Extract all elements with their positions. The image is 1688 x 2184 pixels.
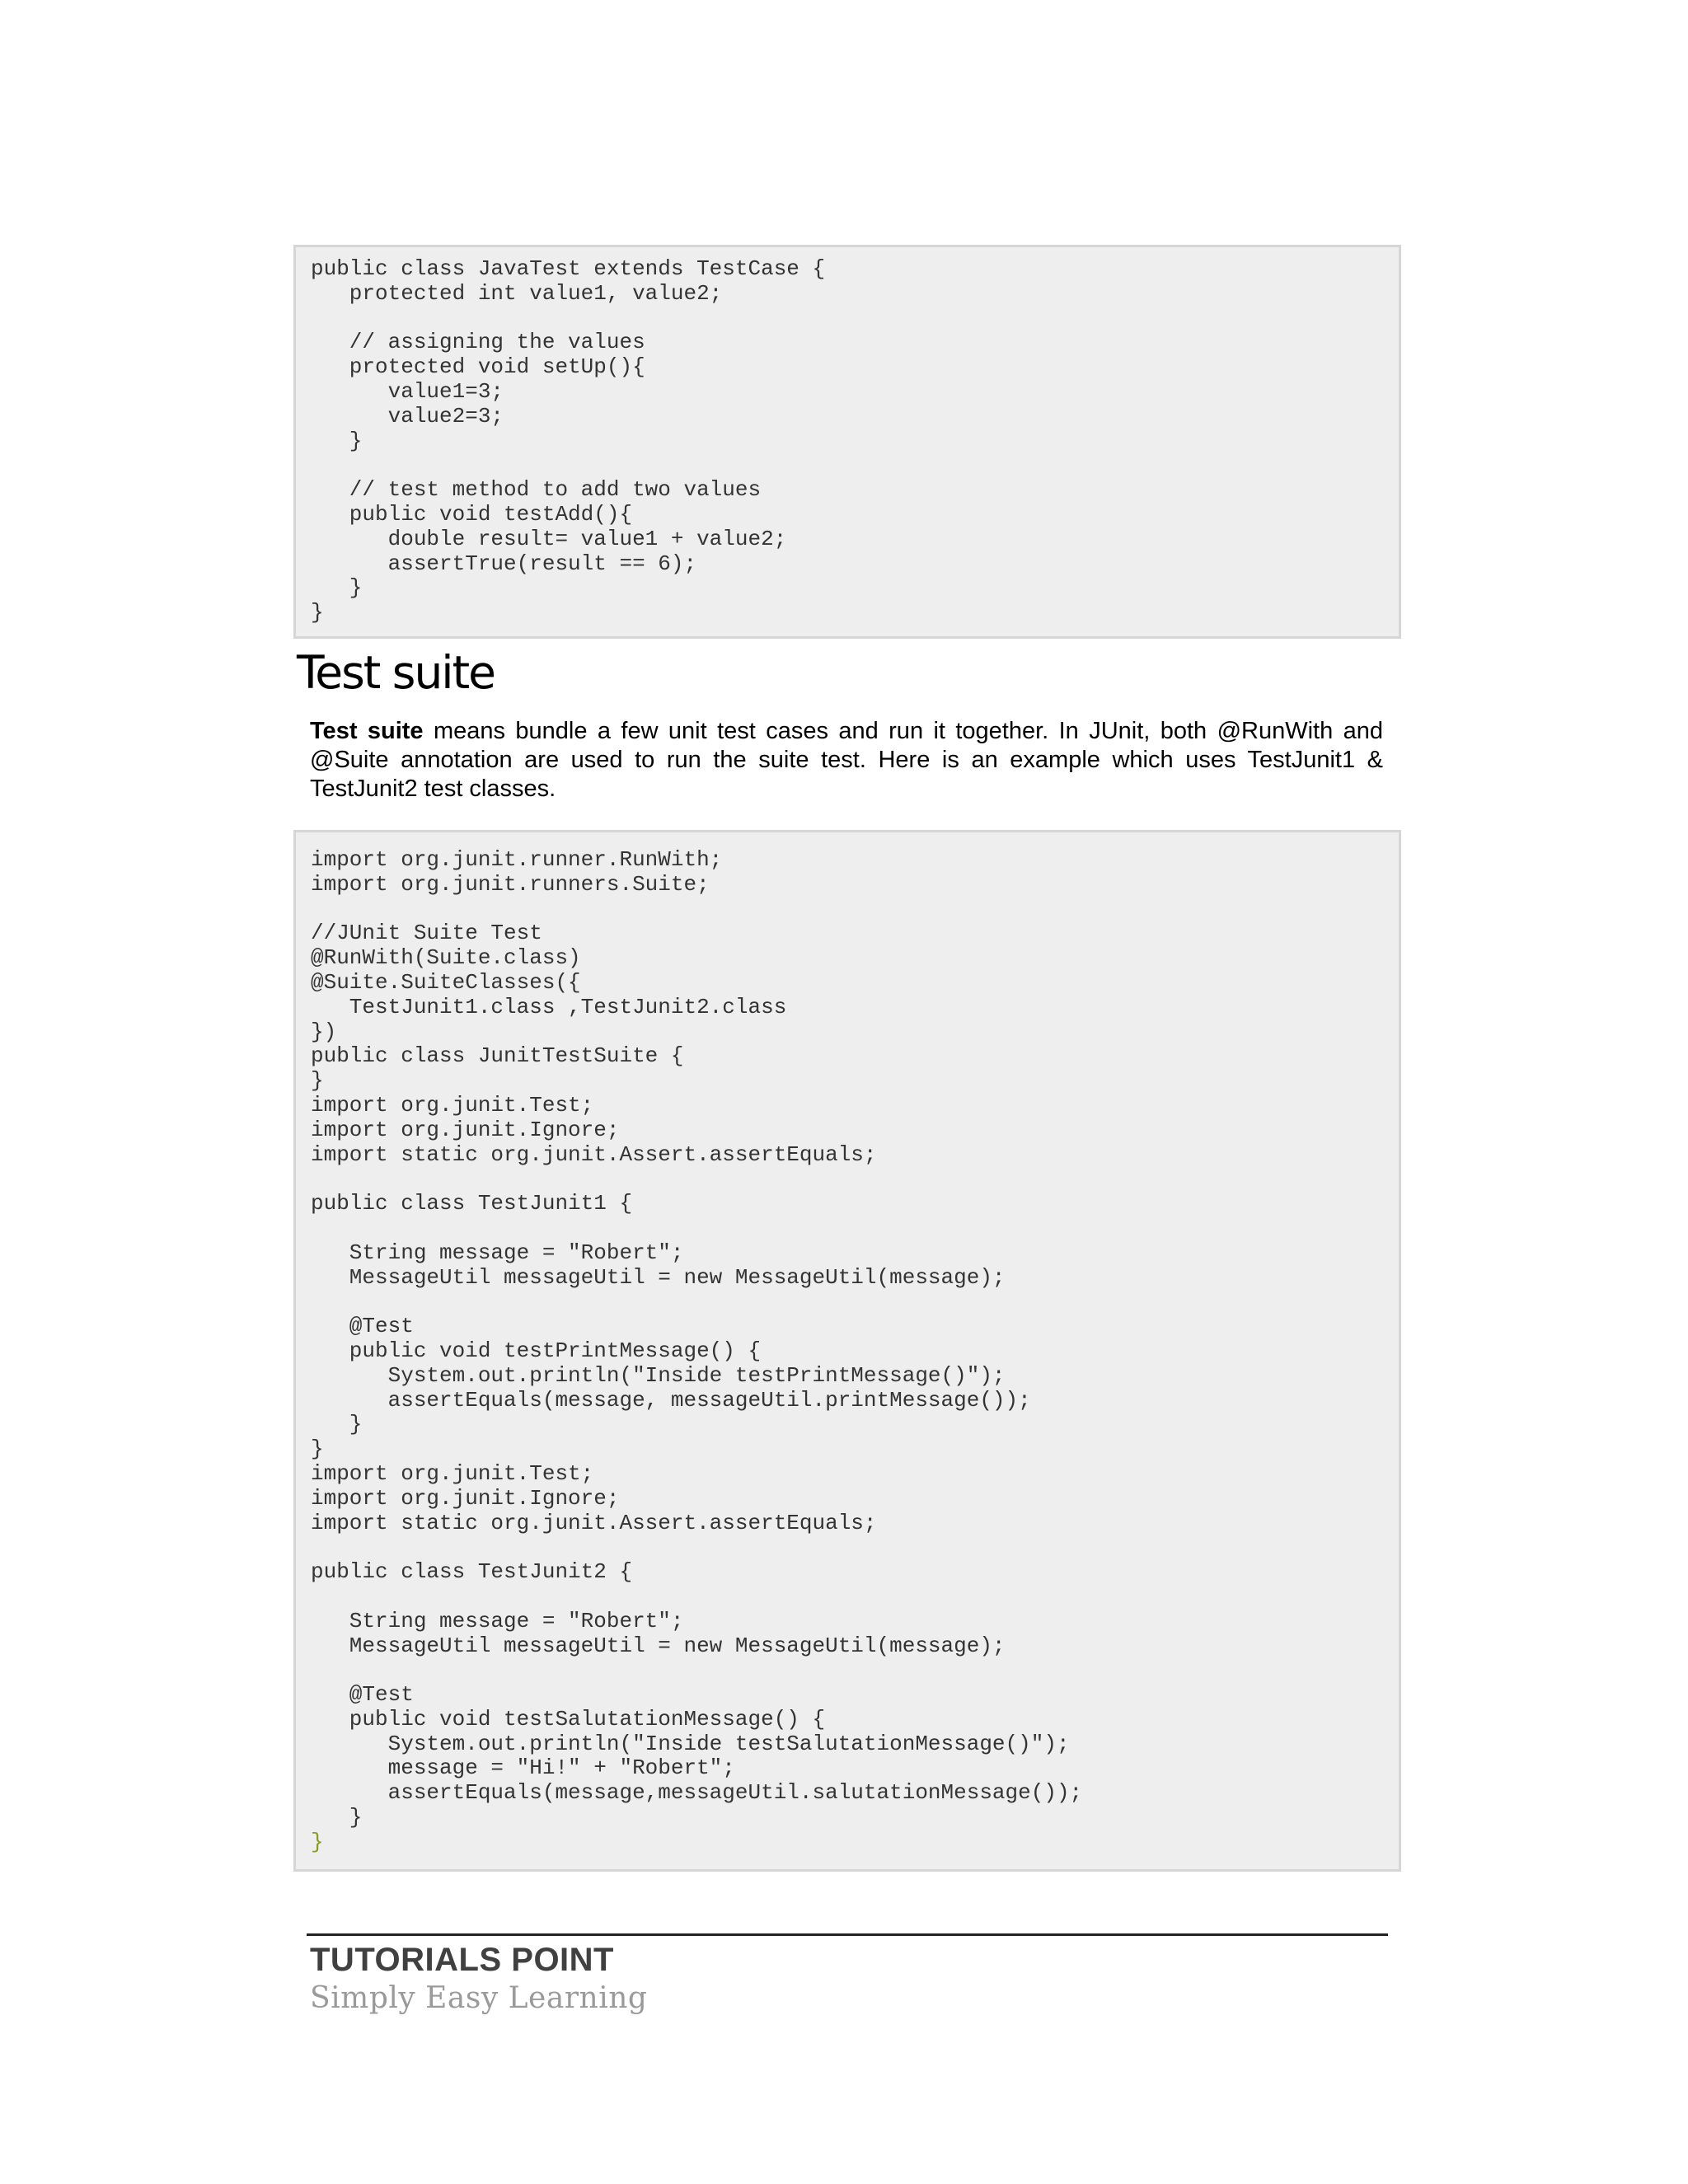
code-line: public class TestJunit2 {: [311, 1559, 633, 1585]
code-line: public void testAdd(){: [311, 501, 633, 527]
code-line: }: [311, 1068, 324, 1094]
section-title: Test suite: [297, 646, 495, 699]
code-line: import org.junit.runners.Suite;: [311, 871, 710, 897]
code-line: import org.junit.Test;: [311, 1460, 594, 1486]
code-line: [311, 1216, 1399, 1241]
code-line: [311, 1535, 1399, 1560]
code-line: [311, 1290, 1399, 1315]
code-line: }: [311, 428, 363, 453]
footer-tagline: Simply Easy Learning: [310, 1981, 648, 2015]
code-line: message = "Hi!" + "Robert";: [311, 1755, 735, 1781]
code-line: [311, 1658, 1399, 1683]
code-line: // assigning the values: [311, 330, 645, 355]
code-line: double result= value1 + value2;: [311, 526, 787, 551]
intro-text: means bundle a few unit test cases and run it together. In JUnit, both @RunWith and @Suite annotation are used to run the suite test. Here is an example which uses TestJunit1 & TestJunit2 test classes.: [310, 718, 1383, 802]
code-line: String message = "Robert";: [311, 1240, 684, 1265]
code-line: [311, 453, 1399, 478]
code-line: System.out.println("Inside testSalutationMessage()");: [311, 1731, 1070, 1756]
code-line: [311, 1167, 1399, 1192]
code-line: public void testPrintMessage() {: [311, 1338, 762, 1363]
code-line: [311, 307, 1399, 331]
code-line: @Test: [311, 1314, 414, 1339]
code-line: import org.junit.Test;: [311, 1092, 594, 1118]
code-line: protected void setUp(){: [311, 354, 645, 380]
code-line: public class TestJunit1 {: [311, 1191, 633, 1216]
code-line: assertTrue(result == 6);: [311, 551, 697, 576]
code-line: }: [311, 575, 363, 601]
code-line: @Test: [311, 1682, 414, 1708]
code-line: }: [311, 1436, 324, 1462]
code-block-javatest: [293, 245, 1401, 639]
code-line: import org.junit.runner.RunWith;: [311, 847, 723, 872]
footer-brand: TUTORIALS POINT: [310, 1942, 614, 1978]
code-line: import org.junit.Ignore;: [311, 1117, 620, 1142]
code-line: }): [311, 1019, 337, 1044]
code-line: [311, 1585, 1399, 1610]
code-line: MessageUtil messageUtil = new MessageUtil(message);: [311, 1264, 1006, 1290]
footer-divider: [307, 1933, 1388, 1936]
code-line: }: [311, 600, 324, 626]
code-line: public class JunitTestSuite {: [311, 1043, 684, 1069]
code-block-suite: [293, 830, 1401, 1872]
code-line: [311, 898, 1399, 922]
code-line: TestJunit1.class ,TestJunit2.class: [311, 994, 787, 1019]
code-line: MessageUtil messageUtil = new MessageUtil(message);: [311, 1633, 1006, 1658]
code-line: public void testSalutationMessage() {: [311, 1706, 826, 1732]
code-line: @RunWith(Suite.class): [311, 945, 581, 971]
code-line: import org.junit.Ignore;: [311, 1485, 620, 1511]
code-line: protected int value1, value2;: [311, 280, 723, 306]
code-line: assertEquals(message, messageUtil.printMessage());: [311, 1387, 1031, 1413]
code-line: //JUnit Suite Test: [311, 921, 542, 946]
intro-bold-term: Test suite: [310, 718, 424, 744]
code-line: assertEquals(message,messageUtil.salutationMessage());: [311, 1780, 1083, 1806]
code-line: import static org.junit.Assert.assertEquals;: [311, 1510, 877, 1535]
code-line: System.out.println("Inside testPrintMessage()");: [311, 1362, 1006, 1388]
intro-paragraph: [310, 717, 1383, 804]
code-line: value1=3;: [311, 378, 504, 404]
code-line: import static org.junit.Assert.assertEquals;: [311, 1141, 877, 1167]
code-line: @Suite.SuiteClasses({: [311, 969, 581, 995]
code-line: }: [311, 1805, 363, 1830]
code-line: // test method to add two values: [311, 477, 762, 503]
code-line: }: [311, 1412, 363, 1437]
code-line: }: [311, 1829, 324, 1854]
code-line: value2=3;: [311, 403, 504, 429]
code-line: public class JavaTest extends TestCase {: [311, 256, 826, 281]
code-line: String message = "Robert";: [311, 1608, 684, 1633]
